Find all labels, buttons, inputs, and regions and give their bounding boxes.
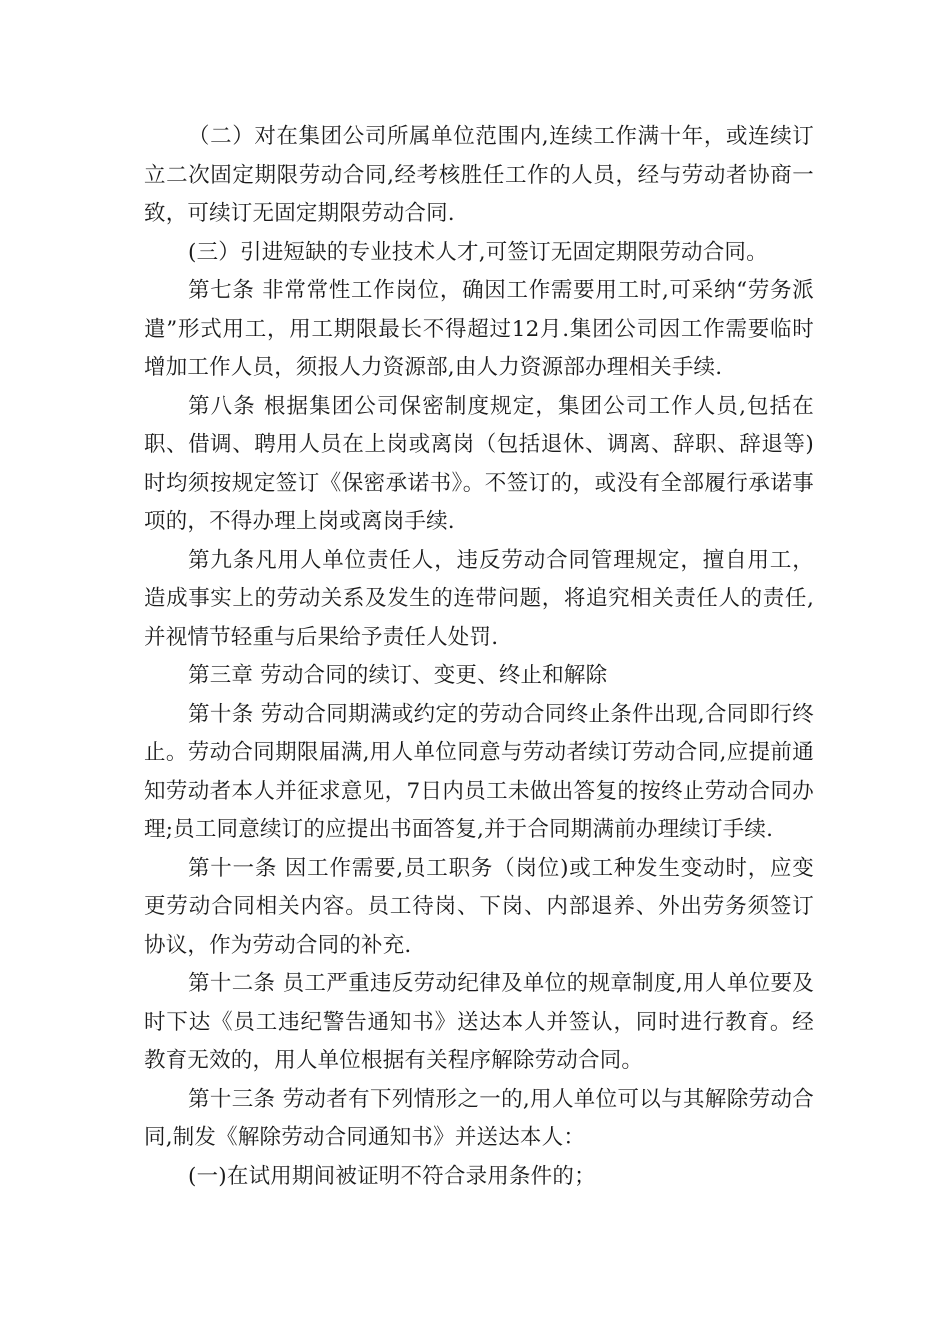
document-body [144, 118, 814, 1196]
paragraph-article-11: 第十一条 因工作需要,员工职务（岗位)或工种发生变动时，应变更劳动合同相关内容。员工待岗、下岗、内部退养、外出劳务须签订协议，作为劳动合同的补充. [144, 855, 814, 958]
paragraph-article-9: 第九条凡用人单位责任人，违反劳动合同管理规定，擅自用工，造成事实上的劳动关系及发生的连带问题，将追究相关责任人的责任,并视情节轻重与后果给予责任人处罚. [144, 547, 814, 650]
paragraph-article-7: 第七条 非常常性工作岗位，确因工作需要用工时,可采纳“劳务派遣”形式用工，用工期限最长不得超过12月.集团公司因工作需要临时增加工作人员，须报人力资源部,由人力资源部办理相关手续. [144, 278, 814, 380]
paragraph-renewal-clause-2: （二）对在集团公司所属单位范围内,连续工作满十年，或连续订立二次固定期限劳动合同,经考核胜任工作的人员，经与劳动者协商一致，可续订无固定期限劳动合同. [144, 124, 814, 226]
paragraph-article-12: 第十二条 员工严重违反劳动纪律及单位的规章制度,用人单位要及时下达《员工违纪警告通知书》送达本人并签认，同时进行教育。经教育无效的，用人单位根据有关程序解除劳动合同。 [144, 971, 814, 1073]
chapter-3-heading: 第三章 劳动合同的续订、变更、终止和解除 [188, 663, 608, 688]
paragraph-article-8: 第八条 根据集团公司保密制度规定，集团公司工作人员,包括在职、借调、聘用人员在上岗或离岗（包括退休、调离、辞职、辞退等)时均须按规定签订《保密承诺书》。不签订的，或没有全部履行承诺事项的，不得办理上岗或离岗手续. [144, 393, 814, 534]
paragraph-article-13-item-1: (一)在试用期间被证明不符合录用条件的； [188, 1163, 596, 1189]
paragraph-renewal-clause-3: (三）引进短缺的专业技术人才,可签订无固定期限劳动合同。 [188, 239, 768, 265]
paragraph-article-13: 第十三条 劳动者有下列情形之一的,用人单位可以与其解除劳动合同,制发《解除劳动合同通知书》并送达本人： [144, 1086, 814, 1150]
paragraph-article-10: 第十条 劳动合同期满或约定的劳动合同终止条件出现,合同即行终止。劳动合同期限届满,用人单位同意与劳动者续订劳动合同,应提前通知劳动者本人并征求意见，7日内员工未做出答复的按终止劳动合同办理;员工同意续订的应提出书面答复,并于合同期满前办理续订手续. [144, 701, 814, 842]
